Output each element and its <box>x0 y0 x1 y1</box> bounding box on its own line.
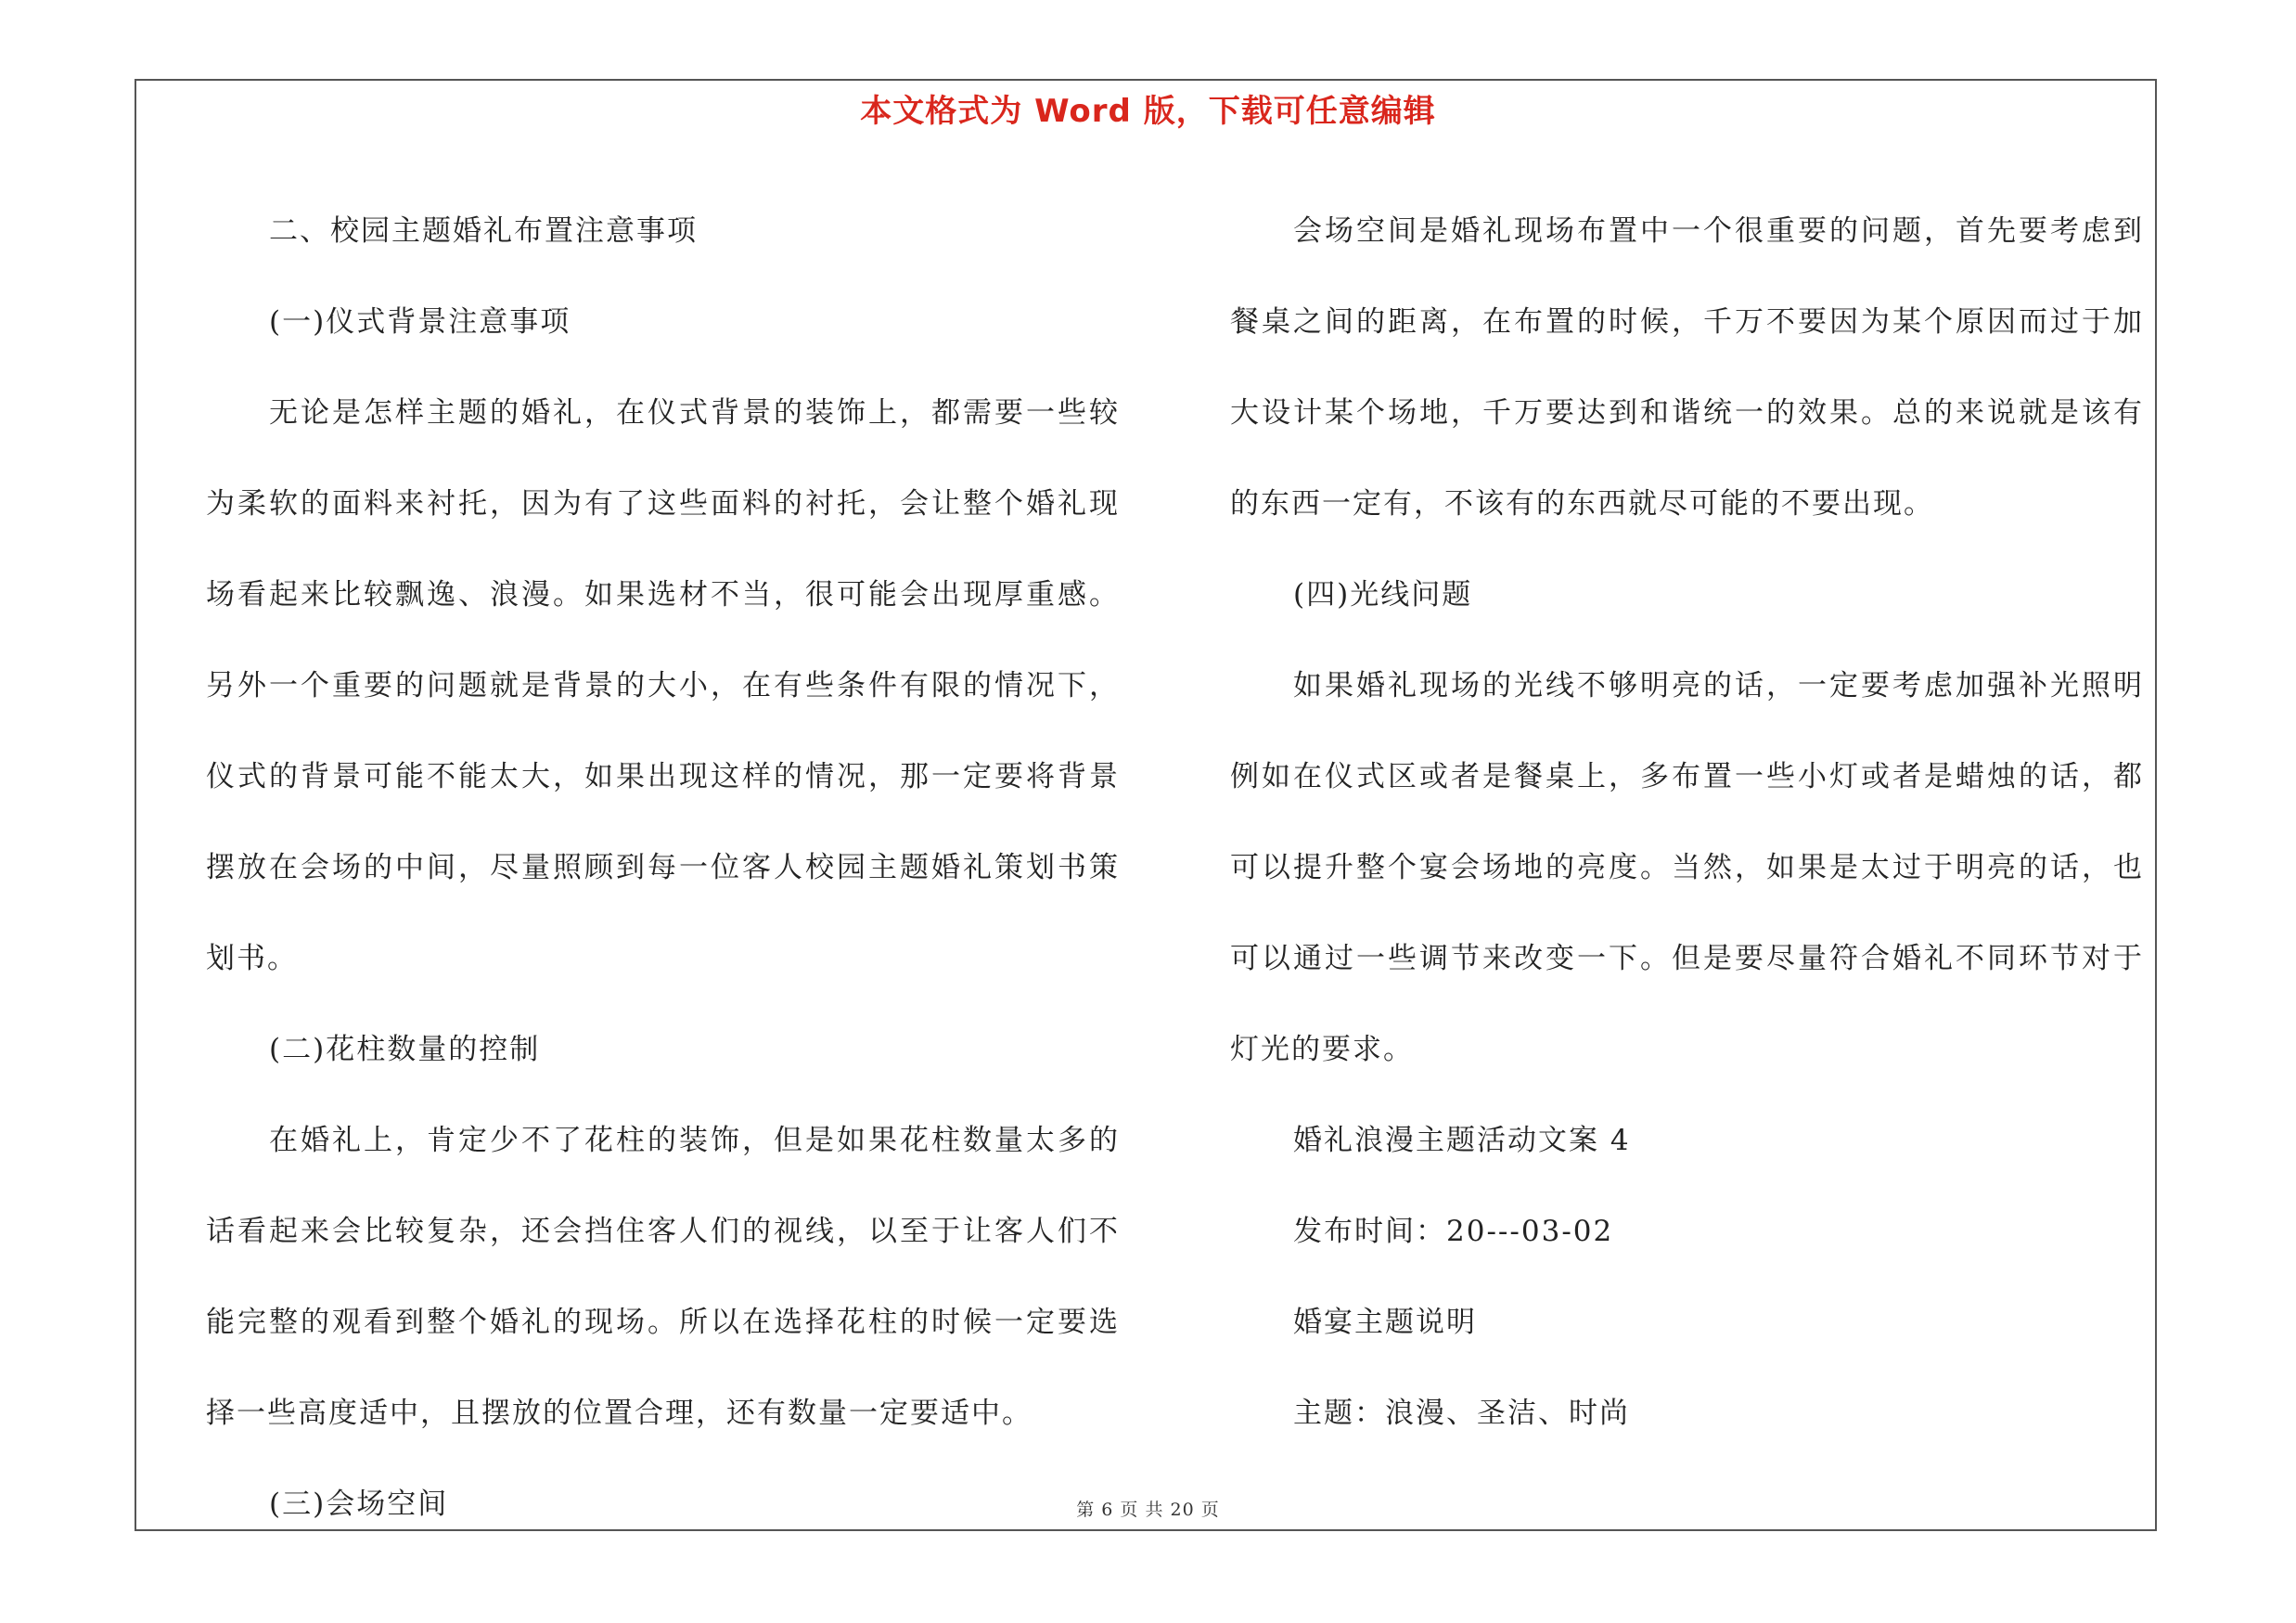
article-title: 婚礼浪漫主题活动文案 4 <box>1293 1124 1631 1157</box>
paragraph: 无论是怎样主题的婚礼，在仪式背景的装饰上，都需要一些较为柔软的面料来衬托，因为有了这些面料的衬托，会让整个婚礼现场看起来比较飘逸、浪漫。如果选材不当，很可能会出现厚重感。另外一个重要的问题就是背景的大小，在有些条件有限的情况下，仪式的背景可能不能太大，如果出现这样的情况，那一定要将背景摆放在会场的中间，尽量照顾到每一位客人校园主题婚礼策划书策划书。 <box>206 396 1120 975</box>
subsection-heading: (三)会场空间 <box>269 1488 449 1521</box>
subsection-heading: (一)仪式背景注意事项 <box>269 305 571 339</box>
right-column <box>1230 186 2144 1459</box>
section-heading: 二、校园主题婚礼布置注意事项 <box>269 214 698 248</box>
paragraph: 在婚礼上，肯定少不了花柱的装饰，但是如果花柱数量太多的话看起来会比较复杂，还会挡住客人们的视线，以至于让客人们不能完整的观看到整个婚礼的现场。所以在选择花柱的时候一定要选择一些高度适中，且摆放的位置合理，还有数量一定要适中。 <box>206 1124 1120 1430</box>
word-format-banner: 本文格式为 Word 版，下载可任意编辑 <box>860 93 1436 130</box>
page-number: 第 6 页 共 20 页 <box>1076 1500 1220 1520</box>
theme-line: 主题：浪漫、圣洁、时尚 <box>1293 1397 1630 1430</box>
subsection-heading: 婚宴主题说明 <box>1293 1306 1477 1339</box>
subsection-heading: (四)光线问题 <box>1293 578 1473 612</box>
paragraph: 如果婚礼现场的光线不够明亮的话，一定要考虑加强补光照明例如在仪式区或者是餐桌上，多布置一些小灯或者是蜡烛的话，都可以提升整个宴会场地的亮度。当然，如果是太过于明亮的话，也可以通过一些调节来改变一下。但是要尽量符合婚礼不同环节对于灯光的要求。 <box>1230 669 2144 1066</box>
publish-date: 发布时间：20---03-02 <box>1293 1215 1614 1248</box>
paragraph: 会场空间是婚礼现场布置中一个很重要的问题，首先要考虑到餐桌之间的距离，在布置的时候，千万不要因为某个原因而过于加大设计某个场地，千万要达到和谐统一的效果。总的来说就是该有的东西一定有，不该有的东西就尽可能的不要出现。 <box>1230 214 2144 521</box>
subsection-heading: (二)花柱数量的控制 <box>269 1033 541 1066</box>
left-column <box>206 186 1120 1550</box>
